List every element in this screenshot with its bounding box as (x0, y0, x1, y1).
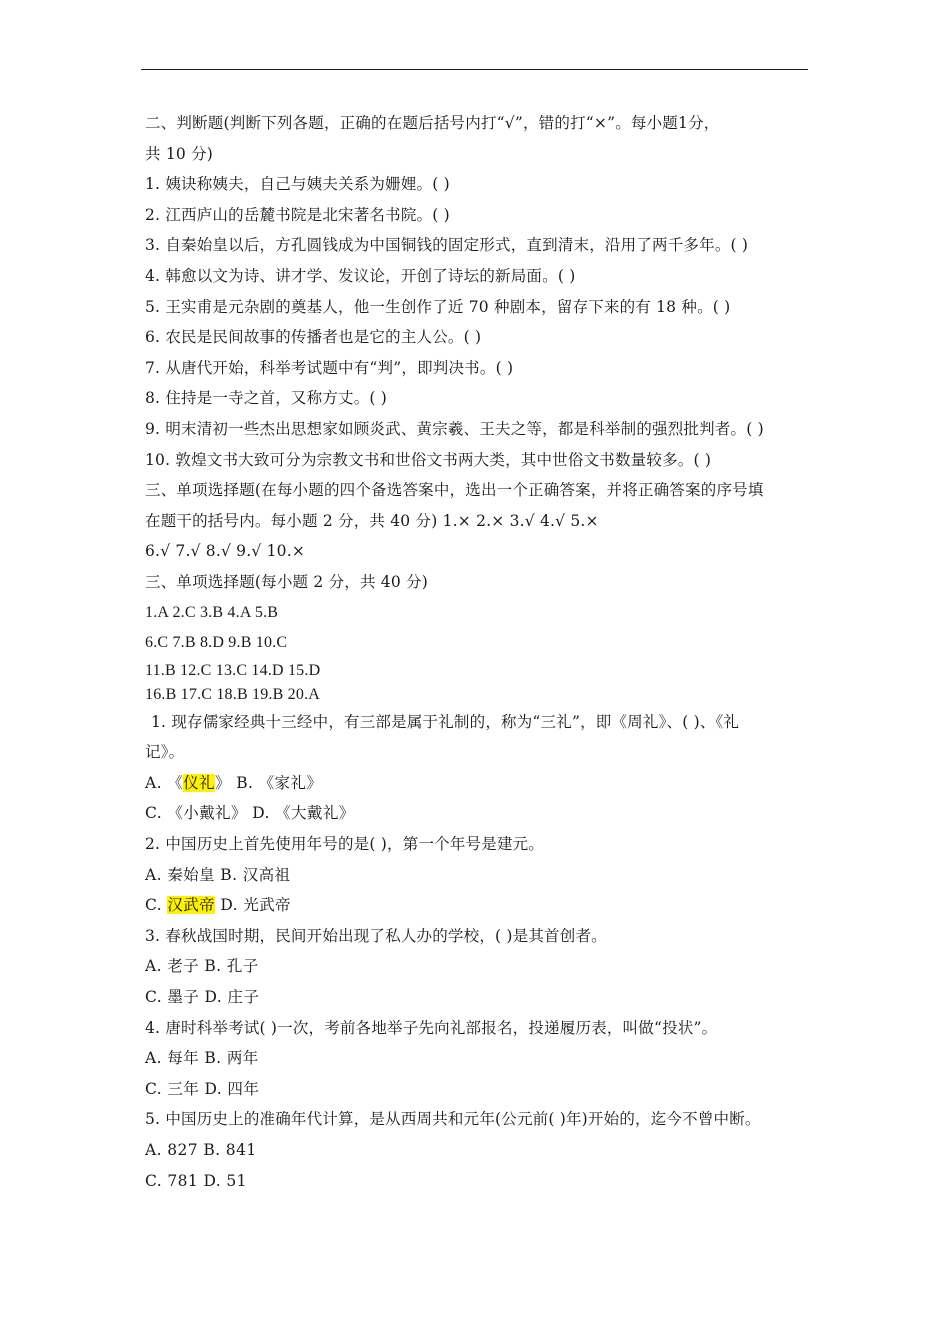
judge-item-7: 7. 从唐代开始，科举考试题中有“判”，即判决书。( ) (145, 358, 514, 377)
answer-row-1: 1.A 2.C 3.B 4.A 5.B (145, 603, 279, 621)
question-1-options-ab (145, 768, 817, 799)
q2-highlighted-answer: 汉武帝 (167, 896, 216, 915)
judge-item-1: 1. 姨诀称姨夫，自己与姨夫关系为姗娌。( ) (145, 175, 450, 194)
judge-item-3: 3. 自秦始皇以后，方孔圆钱成为中国铜钱的固定形式，直到清末，沿用了两千多年。( ) (145, 236, 749, 255)
question-4-stem: 4. 唐时科举考试( )一次，考前各地举子先向礼部报名，投递履历表，叫做“投状”。 (145, 1018, 718, 1037)
answer-row-4: 16.B 17.C 18.B 19.B 20.A (145, 685, 321, 703)
question-1-options-cd: C. 《小戴礼》 D. 《大戴礼》 (145, 804, 355, 823)
section3a-header-line2: 在题干的括号内。每小题 2 分，共 40 分) 1.× 2.× 3.√ 4.√ 5.× (145, 511, 599, 530)
question-4-options-cd: C. 三年 D. 四年 (145, 1079, 260, 1098)
section3b-header: 三、单项选择题(每小题 2 分，共 40 分) (145, 572, 428, 591)
question-5-options-cd: C. 781 D. 51 (145, 1171, 247, 1190)
question-3-options-cd: C. 墨子 D. 庄子 (145, 988, 260, 1007)
section2-header-line1: 二、判断题(判断下列各题，正确的在题后括号内打“√”，错的打“×”。每小题1分， (145, 114, 720, 132)
section2-header-line2: 共 10 分) (145, 144, 214, 163)
question-2-stem: 2. 中国历史上首先使用年号的是( )，第一个年号是建元。 (145, 835, 545, 854)
answer-row-2: 6.C 7.B 8.D 9.B 10.C (145, 634, 288, 652)
judge-item-10: 10. 敦煌文书大致可分为宗教文书和世俗文书两大类，其中世俗文书数量较多。( ) (145, 450, 712, 469)
question-3-stem: 3. 春秋战国时期，民间开始出现了私人办的学校，( )是其首创者。 (145, 926, 607, 945)
question-4-options-ab: A. 每年 B. 两年 (145, 1049, 259, 1068)
question-5-stem: 5. 中国历史上的准确年代计算，是从西周共和元年(公元前( )年)开始的，迄今不曾中断。 (145, 1110, 761, 1129)
judge-item-2: 2. 江西庐山的岳麓书院是北宋著名书院。( ) (145, 205, 450, 224)
judge-item-6: 6. 农民是民间故事的传播者也是它的主人公。( ) (145, 328, 482, 347)
question-1-stem-line1: 1. 现存儒家经典十三经中，有三部是属于礼制的，称为“三礼”，即《周礼》、( )、《礼 (151, 712, 740, 731)
answer-row-3: 11.B 12.C 13.C 14.D 15.D (145, 661, 321, 679)
judge-item-8: 8. 住持是一寺之首，又称方丈。( ) (145, 389, 388, 408)
section3a-answers: 6.√ 7.√ 8.√ 9.√ 10.× (145, 542, 306, 561)
question-3-options-ab: A. 老子 B. 孔子 (145, 957, 259, 976)
question-2-options-cd (145, 890, 817, 921)
q1-option-a-prefix: A. 《 (145, 773, 184, 792)
q2-option-d: D. 光武帝 (215, 896, 292, 915)
q1-highlighted-answer: 仪礼 (183, 773, 215, 792)
document-body (145, 108, 817, 1196)
question-1-stem-line2: 记》。 (145, 743, 185, 762)
question-2-options-ab: A. 秦始皇 B. 汉高祖 (145, 865, 291, 884)
header-rule (141, 69, 808, 70)
section3a-header-line1: 三、单项选择题(在每小题的四个备选答案中，选出一个正确答案，并将正确答案的序号填 (145, 481, 764, 500)
question-5-options-ab: A. 827 B. 841 (145, 1141, 257, 1159)
judge-item-4: 4. 韩愈以文为诗、讲才学、发议论，开创了诗坛的新局面。( ) (145, 266, 576, 285)
q2-option-c-prefix: C. (145, 896, 168, 915)
judge-item-9: 9. 明末清初一些杰出思想家如顾炎武、黄宗羲、王夫之等，都是科举制的强烈批判者。( ) (145, 419, 764, 438)
q1-option-a-suffix: 》 B. 《家礼》 (214, 773, 323, 792)
judge-item-5: 5. 王实甫是元杂剧的奠基人，他一生创作了近 70 种剧本，留存下来的有 18 种。( ) (145, 297, 731, 316)
